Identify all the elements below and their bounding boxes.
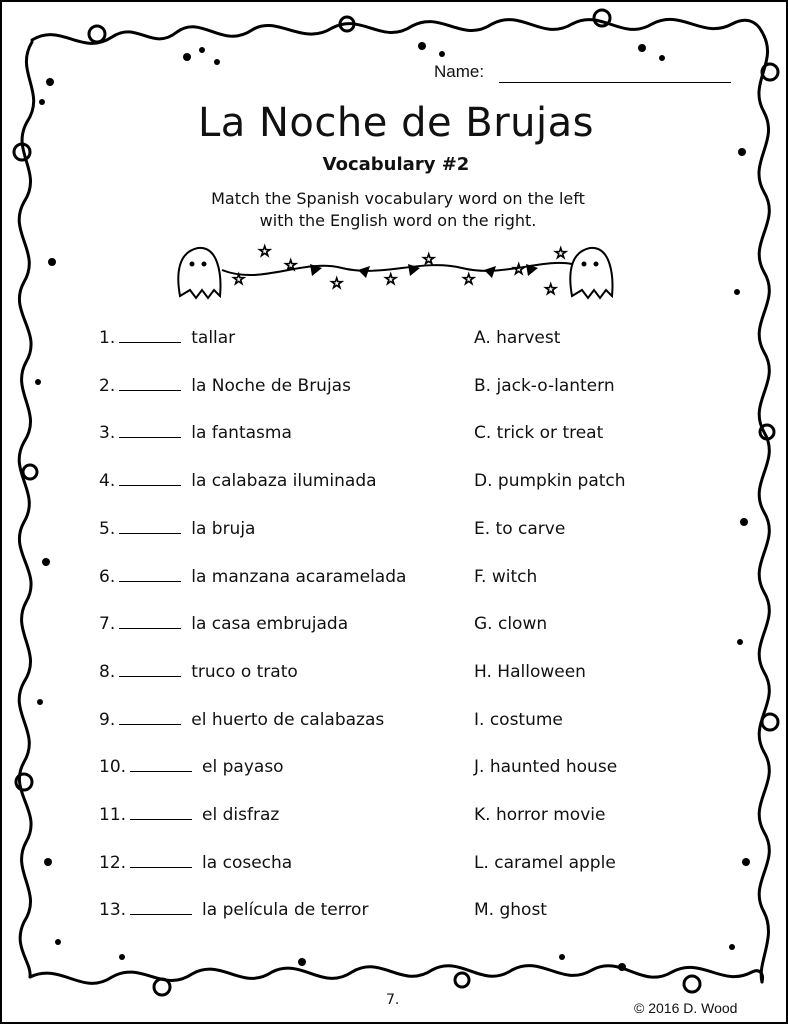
- answer-blank[interactable]: [119, 614, 181, 629]
- spanish-item: [99, 567, 406, 597]
- item-number: 2.: [99, 375, 116, 396]
- spanish-item: [99, 757, 284, 787]
- item-number: 4.: [99, 471, 116, 492]
- name-blank-line[interactable]: [499, 82, 731, 83]
- spanish-word: la bruja: [191, 518, 256, 539]
- answer-blank[interactable]: [130, 805, 192, 820]
- answer-blank[interactable]: [119, 423, 181, 438]
- item-number: 10.: [99, 757, 127, 778]
- spanish-word: la cosecha: [202, 852, 293, 873]
- english-word: I. costume: [474, 709, 563, 730]
- spanish-item: [99, 471, 377, 501]
- item-number: 6.: [99, 566, 116, 587]
- answer-blank[interactable]: [119, 328, 181, 343]
- item-number: 9.: [99, 709, 116, 730]
- item-number: 12.: [99, 852, 127, 873]
- page-title: La Noche de Brujas: [198, 100, 594, 146]
- answer-blank[interactable]: [119, 662, 181, 677]
- answer-blank[interactable]: [119, 519, 181, 534]
- answer-blank[interactable]: [119, 376, 181, 391]
- english-word: A. harvest: [474, 328, 561, 348]
- candy-corn-icon: [358, 266, 370, 278]
- english-word: K. horror movie: [474, 805, 606, 825]
- english-word: J. haunted house: [474, 757, 618, 778]
- english-word: M. ghost: [474, 900, 547, 921]
- spanish-word: la calabaza iluminada: [191, 471, 377, 492]
- spanish-word: la fantasma: [191, 423, 292, 444]
- instructions-line-1: Match the Spanish vocabulary word on the left: [211, 189, 585, 208]
- spanish-item: [99, 519, 255, 549]
- instructions-line-2: with the English word on the right.: [259, 211, 537, 230]
- english-word: B. jack-o-lantern: [474, 375, 615, 396]
- item-number: 8.: [99, 661, 116, 682]
- star-icon: ☆: [284, 256, 298, 274]
- item-number: 5.: [99, 518, 116, 539]
- spanish-item: [99, 662, 298, 692]
- english-word: G. clown: [474, 614, 548, 635]
- star-icon: ☆: [544, 280, 558, 298]
- english-word: L. caramel apple: [474, 852, 616, 873]
- spanish-word: la manzana acaramelada: [191, 566, 407, 587]
- spanish-item: [99, 900, 368, 930]
- spanish-item: [99, 423, 292, 453]
- instructions: [152, 188, 644, 232]
- spanish-item: [99, 710, 384, 740]
- item-number: 13.: [99, 900, 127, 921]
- spanish-item: [99, 805, 279, 835]
- star-icon: ☆: [384, 270, 398, 288]
- page-subtitle: Vocabulary #2: [322, 154, 470, 175]
- english-word: C. trick or treat: [474, 423, 604, 444]
- item-number: 3.: [99, 423, 116, 444]
- star-icon: ☆: [258, 242, 272, 260]
- spanish-word: tallar: [191, 328, 236, 348]
- spanish-item: [99, 328, 235, 358]
- answer-blank[interactable]: [119, 710, 181, 725]
- answer-blank[interactable]: [119, 471, 181, 486]
- spanish-item: [99, 853, 292, 883]
- english-word: D. pumpkin patch: [474, 471, 626, 492]
- item-number: 1.: [99, 328, 116, 348]
- star-icon: ☆: [422, 250, 436, 268]
- spanish-word: el disfraz: [202, 805, 280, 825]
- english-word: H. Halloween: [474, 661, 586, 682]
- spanish-word: truco o trato: [191, 661, 298, 682]
- spanish-item: [99, 614, 348, 644]
- star-icon: ☆: [232, 270, 246, 288]
- name-label: Name:: [434, 62, 485, 81]
- halloween-divider-illustration: [162, 234, 632, 314]
- answer-blank[interactable]: [130, 757, 192, 772]
- star-icon: ☆: [330, 274, 344, 292]
- ghost-icon: [570, 248, 612, 298]
- star-icon: ☆: [462, 270, 476, 288]
- answer-blank[interactable]: [130, 900, 192, 915]
- page-number: 7.: [386, 992, 400, 1008]
- spanish-word: el huerto de calabazas: [191, 709, 385, 730]
- english-word: F. witch: [474, 566, 538, 587]
- spanish-item: [99, 376, 351, 406]
- star-icon: ☆: [512, 260, 526, 278]
- item-number: 11.: [99, 805, 127, 825]
- spanish-word: la Noche de Brujas: [191, 375, 351, 396]
- candy-corn-icon: [484, 266, 496, 278]
- item-number: 7.: [99, 614, 116, 635]
- answer-blank[interactable]: [119, 567, 181, 582]
- ghost-icon: [178, 248, 220, 298]
- answer-blank[interactable]: [130, 853, 192, 868]
- spanish-word: la película de terror: [202, 900, 369, 921]
- english-word: E. to carve: [474, 518, 566, 539]
- star-icon: ☆: [554, 244, 568, 262]
- copyright: © 2016 D. Wood: [634, 1000, 738, 1016]
- spanish-word: la casa embrujada: [191, 614, 349, 635]
- spanish-word: el payaso: [202, 757, 284, 778]
